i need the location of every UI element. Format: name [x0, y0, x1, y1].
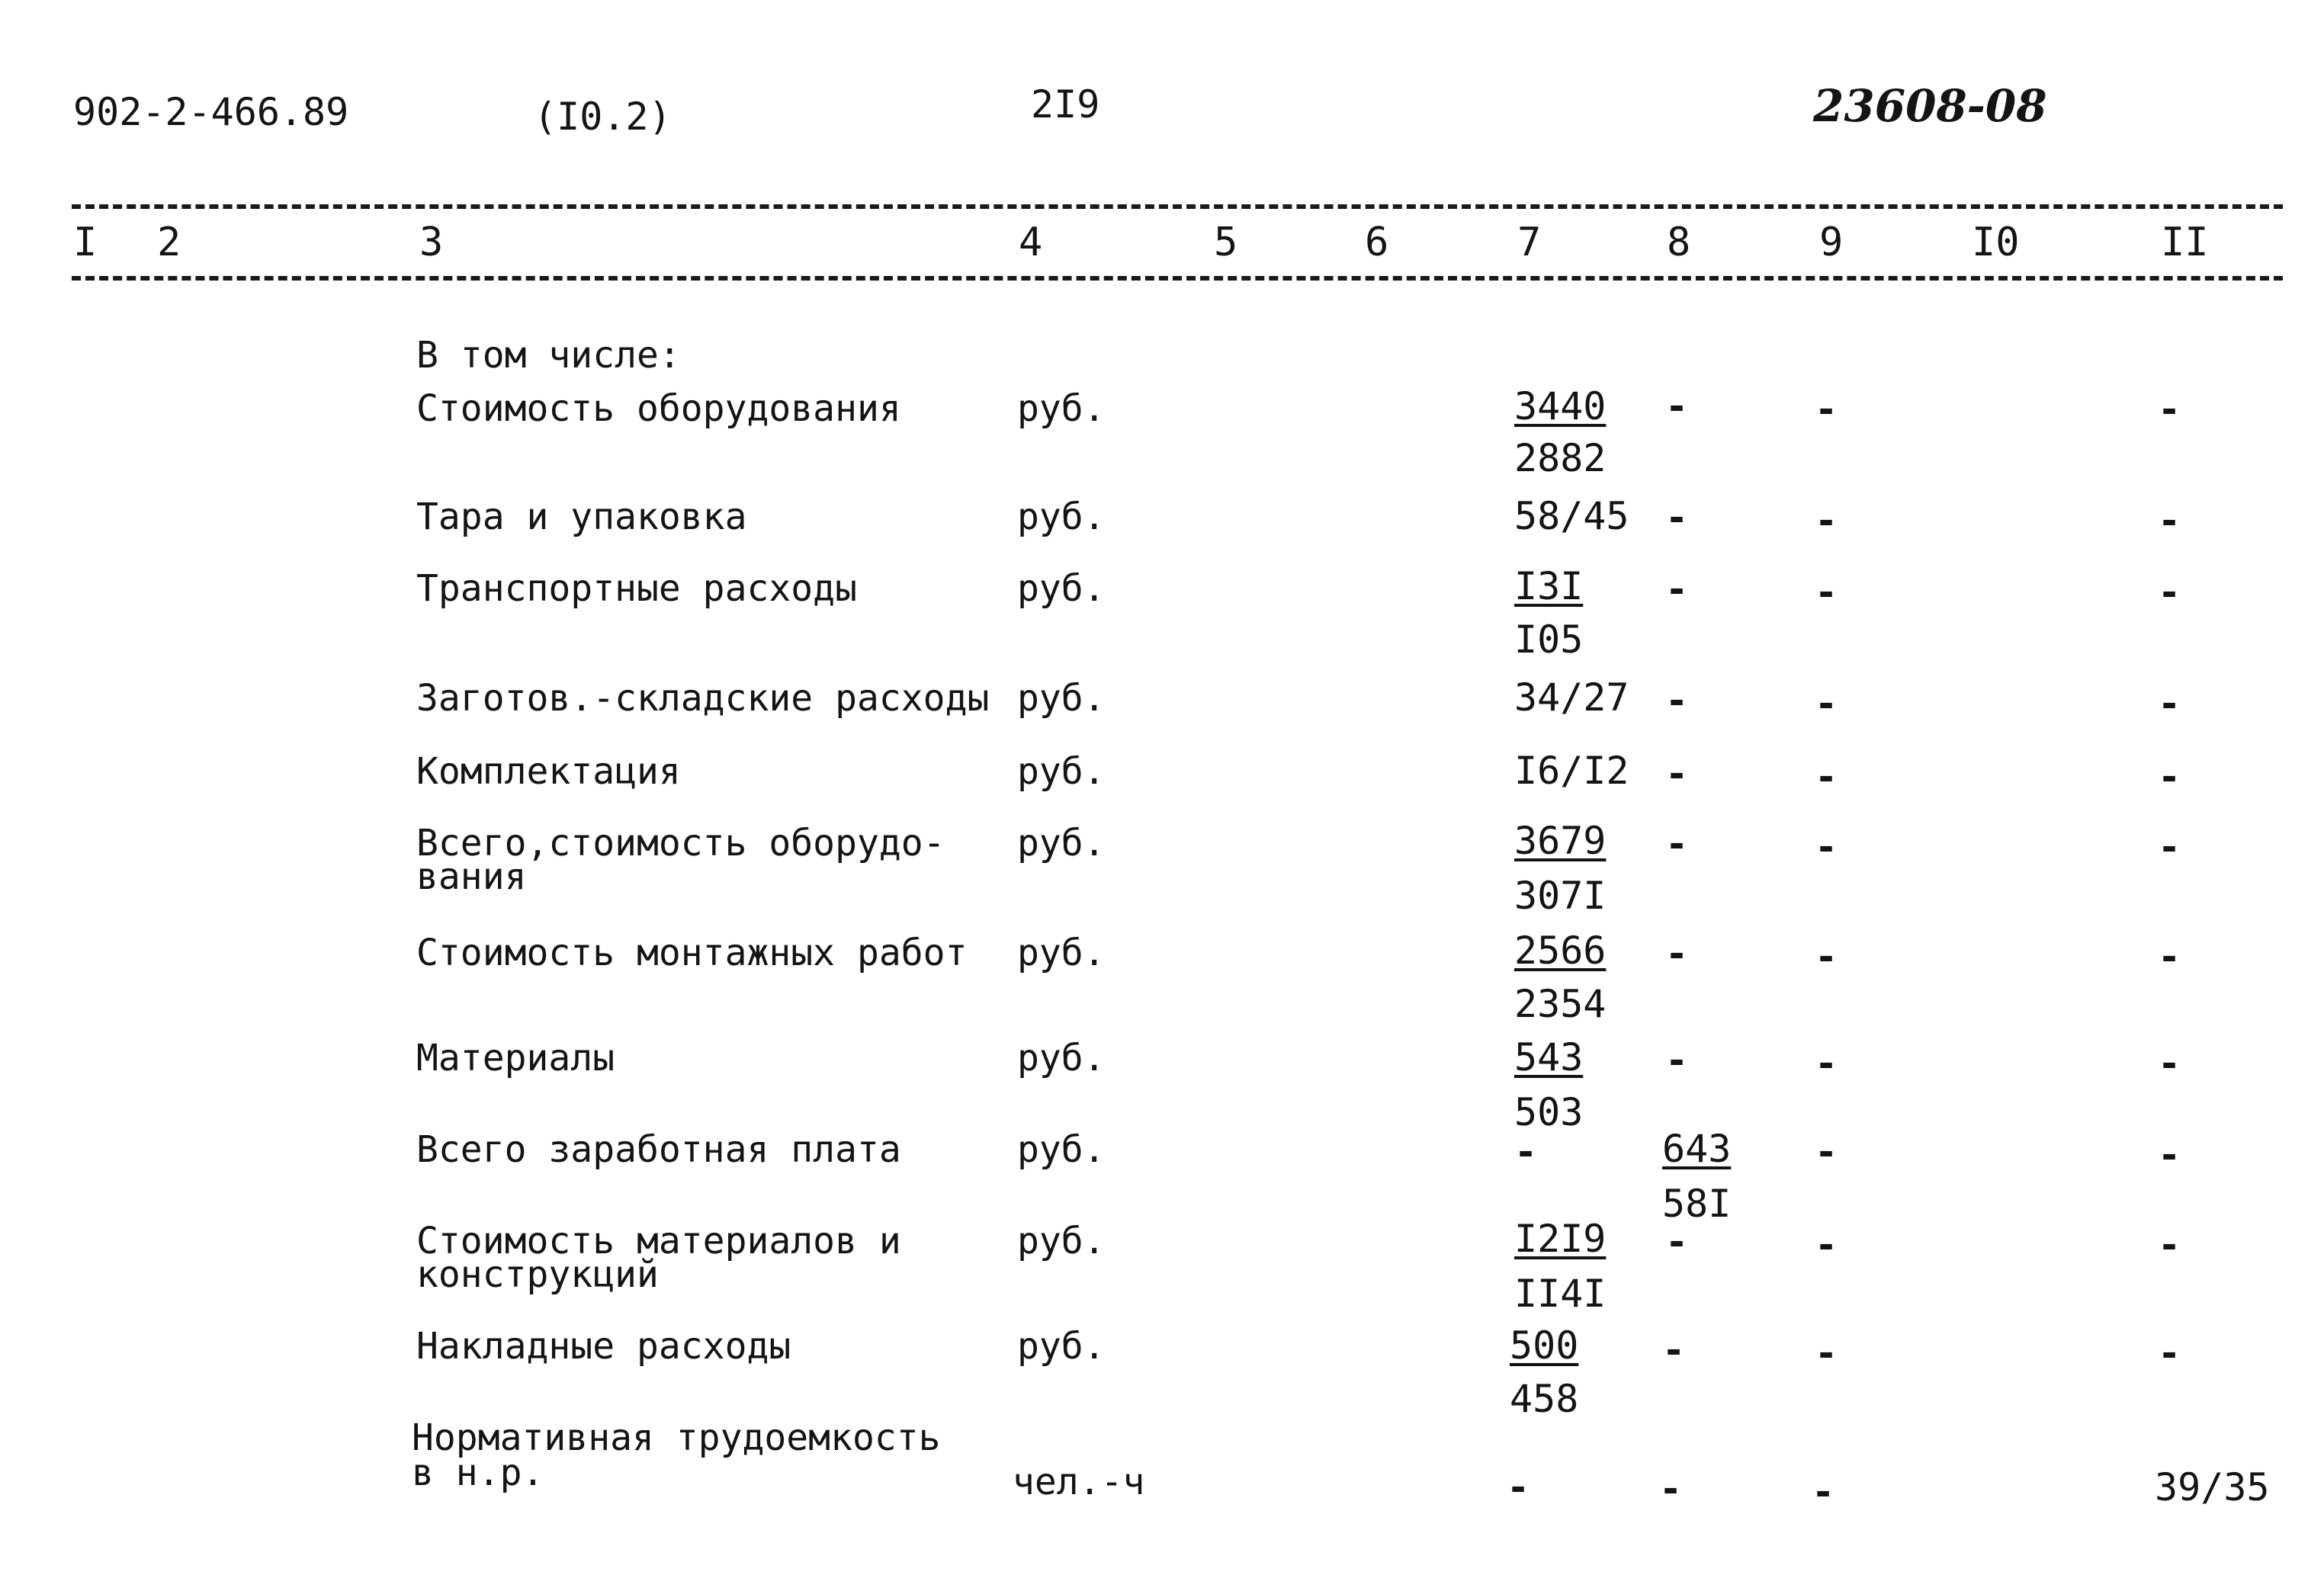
- col9-value: -: [1815, 755, 1838, 799]
- row-unit: руб.: [1017, 387, 1106, 430]
- col7-denominator: I05: [1514, 617, 1584, 662]
- col8-value: -: [1665, 752, 1689, 796]
- intro-label: В том числе:: [416, 334, 681, 377]
- col11-value: -: [2158, 387, 2181, 431]
- column-header-11: II: [2161, 220, 2209, 265]
- row-unit: руб.: [1017, 496, 1106, 538]
- row-label: Материалы: [416, 1037, 615, 1079]
- col11-value: -: [2158, 682, 2181, 726]
- column-header-3: 3: [419, 220, 444, 265]
- col7-value: 58/45: [1514, 494, 1629, 538]
- col7-value: -: [1514, 1130, 1538, 1174]
- col7-denominator: 2354: [1514, 982, 1607, 1026]
- col7-value: 34/27: [1514, 675, 1629, 720]
- col8-value: -: [1662, 1328, 1686, 1372]
- col11-value: 39/35: [2155, 1465, 2270, 1509]
- col7-denominator: 307I: [1514, 874, 1607, 918]
- column-header-1: I: [73, 220, 98, 265]
- col9-value: -: [1815, 1130, 1838, 1174]
- col11-value: -: [2158, 755, 2181, 799]
- col8-value: -: [1665, 1220, 1689, 1264]
- col9-value: -: [1812, 1470, 1835, 1514]
- handwritten-stamp: 23608-08: [1813, 80, 2047, 132]
- col7-denominator: 503: [1514, 1090, 1584, 1134]
- col11-value: -: [2158, 570, 2181, 614]
- row-label-line-1: Нормативная трудоемкость: [412, 1416, 941, 1459]
- row-label: Тара и упаковка: [416, 496, 747, 538]
- header-rule-bottom: [72, 276, 2283, 281]
- column-header-2: 2: [157, 220, 181, 265]
- section-number: (I0.2): [534, 95, 672, 139]
- row-label-line-2: конструкций: [416, 1253, 659, 1296]
- row-unit: руб.: [1017, 567, 1106, 610]
- col7-denominator: II4I: [1514, 1272, 1607, 1316]
- col8-value: -: [1665, 678, 1689, 723]
- row-unit: руб.: [1017, 932, 1106, 974]
- column-header-5: 5: [1214, 220, 1238, 265]
- row-unit: руб.: [1017, 1128, 1106, 1171]
- col7-value: I6/I2: [1514, 749, 1629, 793]
- row-label: Комплектация: [416, 750, 681, 793]
- row-unit: руб.: [1017, 750, 1106, 793]
- col7-numerator: 2566: [1514, 929, 1607, 973]
- header-rule-top: [72, 204, 2283, 209]
- column-header-9: 9: [1819, 220, 1844, 265]
- row-label: Всего заработная плата: [416, 1128, 901, 1171]
- col7-value: -: [1507, 1465, 1530, 1509]
- col8-value: -: [1665, 932, 1689, 976]
- column-header-4: 4: [1019, 220, 1043, 265]
- row-label: Стоимость монтажных работ: [416, 932, 968, 974]
- row-unit: руб.: [1017, 822, 1106, 864]
- col7-denominator: 458: [1510, 1377, 1579, 1421]
- column-header-6: 6: [1365, 220, 1389, 265]
- column-header-7: 7: [1517, 220, 1542, 265]
- col11-value: -: [2158, 499, 2181, 543]
- page-number: 2I9: [1031, 82, 1100, 127]
- col9-value: -: [1815, 825, 1838, 869]
- col9-value: -: [1815, 570, 1838, 614]
- column-header-10: I0: [1972, 220, 2020, 265]
- col11-value: -: [2158, 1331, 2181, 1375]
- col8-value: -: [1665, 1038, 1689, 1083]
- col8-denominator: 58I: [1662, 1182, 1732, 1226]
- col9-value: -: [1815, 387, 1838, 431]
- row-label: Заготов.-складские расходы: [416, 677, 990, 720]
- col9-value: -: [1815, 1223, 1838, 1267]
- col8-value: -: [1665, 384, 1689, 428]
- row-unit: руб.: [1017, 1220, 1106, 1262]
- row-unit: руб.: [1017, 1037, 1106, 1079]
- col9-value: -: [1815, 1041, 1838, 1086]
- row-label-line-2: в н.р.: [412, 1452, 544, 1494]
- column-header-8: 8: [1667, 220, 1691, 265]
- col11-value: -: [2158, 935, 2181, 979]
- col11-value: -: [2158, 1041, 2181, 1086]
- col7-numerator: 500: [1510, 1323, 1579, 1368]
- row-label-line-1: Стоимость материалов и: [416, 1220, 901, 1262]
- col8-numerator: 643: [1662, 1127, 1732, 1171]
- col7-denominator: 2882: [1514, 436, 1607, 480]
- row-label: Накладные расходы: [416, 1325, 791, 1368]
- row-unit: чел.-ч: [1013, 1461, 1145, 1503]
- col9-value: -: [1815, 935, 1838, 979]
- row-label-line-1: Всего,стоимость оборудо-: [416, 822, 945, 864]
- row-unit: руб.: [1017, 677, 1106, 720]
- col8-value: -: [1665, 496, 1689, 540]
- col7-numerator: I2I9: [1514, 1217, 1607, 1261]
- col8-value: -: [1659, 1467, 1683, 1511]
- row-label: Транспортные расходы: [416, 567, 857, 610]
- col9-value: -: [1815, 499, 1838, 543]
- col8-value: -: [1665, 567, 1689, 611]
- col11-value: -: [2158, 825, 2181, 869]
- row-label-line-2: вания: [416, 855, 527, 898]
- col9-value: -: [1815, 1331, 1838, 1375]
- col9-value: -: [1815, 682, 1838, 726]
- row-unit: руб.: [1017, 1325, 1106, 1368]
- col7-numerator: 3679: [1514, 819, 1607, 863]
- col11-value: -: [2158, 1133, 2181, 1177]
- col7-numerator: 543: [1514, 1035, 1584, 1079]
- document-number: 902-2-466.89: [73, 90, 349, 134]
- col7-numerator: 3440: [1514, 384, 1607, 428]
- row-label: Стоимость оборудования: [416, 387, 901, 430]
- col11-value: -: [2158, 1223, 2181, 1267]
- col7-numerator: I3I: [1514, 564, 1584, 608]
- col8-value: -: [1665, 822, 1689, 866]
